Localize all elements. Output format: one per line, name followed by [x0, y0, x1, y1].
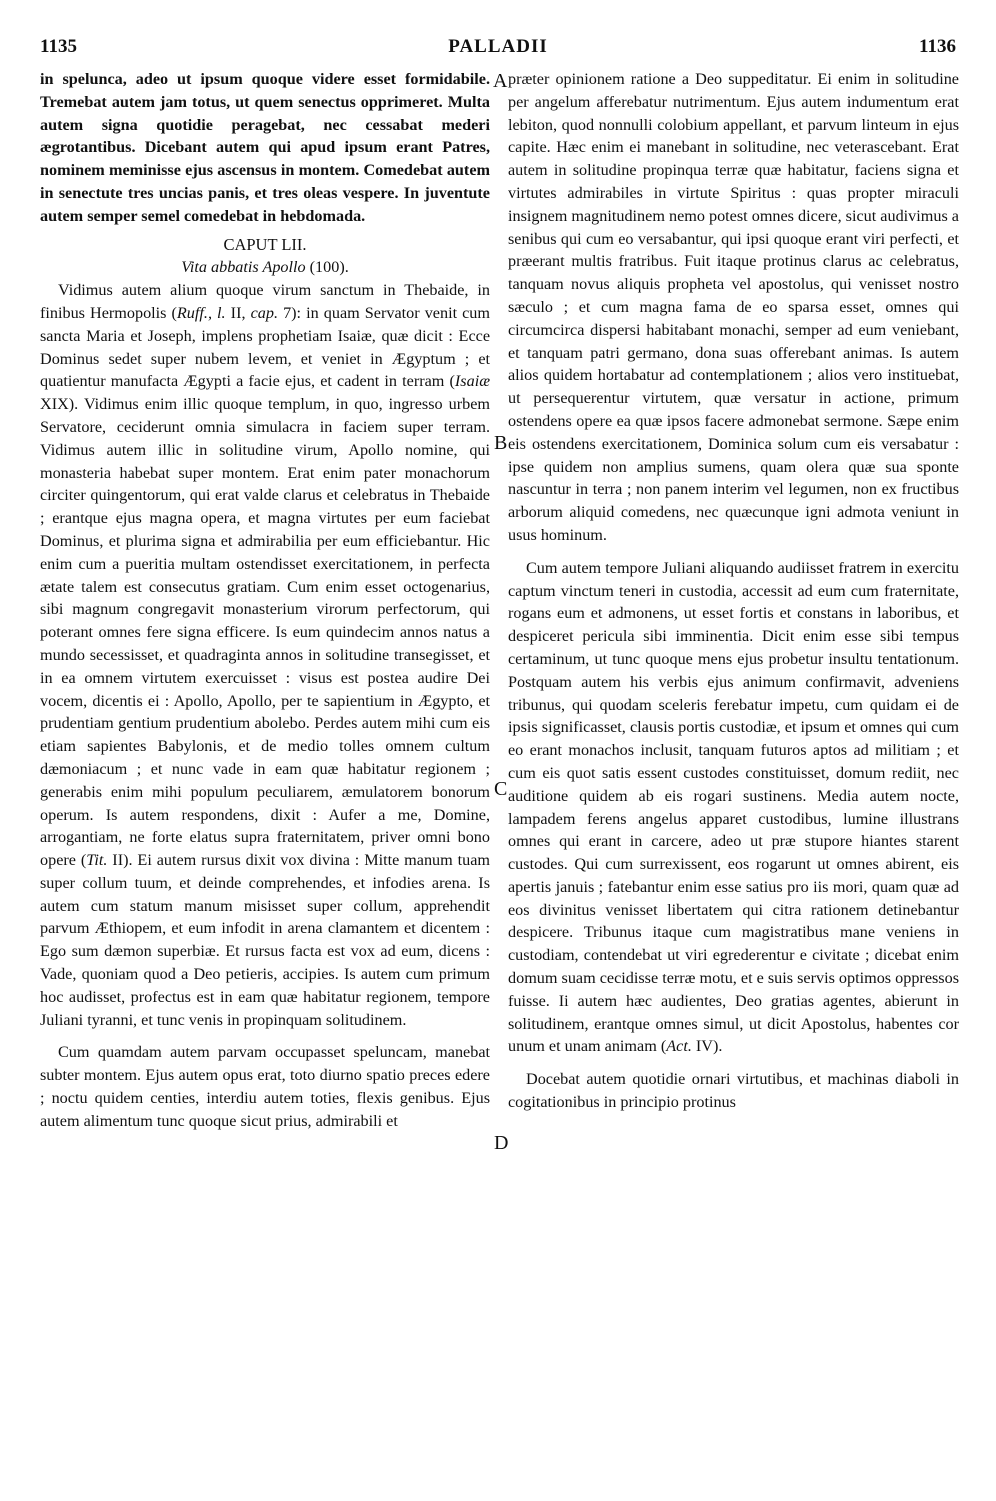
page-number-left: 1135 [40, 36, 77, 57]
subtitle-note: (100). [305, 258, 349, 277]
reference: Ruff., l. [176, 303, 226, 322]
subtitle-italic: Vita abbatis Apollo [181, 258, 306, 277]
chapter-heading: CAPUT LII. [223, 234, 307, 254]
text-span: 7): in quam Servator venit cum sancta Maria et Joseph, implens prophetiam Isaiæ, quæ dicit : Ecce Dominus sedet super nubem levem, et veniet in Ægyptum ; et quatientur manufacta Ægypti a facie ejus, et cadent in terram ( [40, 303, 490, 391]
right-column [508, 68, 959, 1114]
paragraph [40, 279, 490, 1031]
text-span: II, [225, 303, 251, 322]
page-header [40, 36, 956, 64]
reference: Act. [666, 1037, 692, 1056]
margin-letter-c: C [494, 778, 508, 800]
text-span: IV). [691, 1037, 723, 1056]
paragraph [508, 557, 959, 1059]
reference: cap. [250, 303, 278, 322]
paragraph: Cum quamdam autem parvam occupasset speluncam, manebat subter montem. Ejus autem opus erat, toto diurno spatio preces edere ; noctu quidem centies, interdiu autem toties, flexis genibus. Ejus autem alimentum tunc quoque sicut prius, admirabili et [40, 1043, 490, 1130]
paragraph: Docebat autem quotidie ornari virtutibus, et machinas diaboli in cogitationibus in principio protinus [508, 1070, 959, 1112]
paragraph: præter opinionem ratione a Deo suppeditatur. Ei enim in solitudine per angelum afferebatur nutrimentum. Ejus autem indumentum erat lebiton, quod nonnulli colobium appellant, et parvum linteum in ejus capite. Hæc enim ei manebant in solitudine, nec veterascebant. Erat autem in solitudine propinqua terræ quæ habitatur, faciens signa et virtutes admirabiles in virtute Spiritus : quas propter miraculi insignem magnitudinem nemo potest omnes dicere, sicut audivimus a senibus qui cum eo versabantur, qui ipsi quoque erant viri perfecti, et præerant multis fratribus. Fuit itaque protinus clarus ac celebratus, tanquam novus aliquis propheta vel apostolus, qui venisset nostro sæculo ; et cum magna fama de eo sparsa esset, omnes qui circumcirca dispersi habitabant monachi, semper ad eum veniebant, et tanquam patri germano, dona suas offerebant animas. Is autem alios quidem hortabatur ad contemplationem ; alios vero instituebat, ut persequerentur virtutem, quæ versatur in actione, primum ostendens opere ea quæ ipsos facere admonebat sermone. Sæpe enim eis ostendens exercitationem, Dominica solum cum eis versabatur : ipse quidem non amplius sumens, quam olera quæ sua sponte nascuntur in terra ; non panem interim vel legumen, non ex fructibus arborum aliquid comedens, nec quæcunque igni admota veniunt in usus hominum. [508, 70, 959, 544]
paragraph: in spelunca, adeo ut ipsum quoque videre esset formidabile. Tremebat autem jam totus, ut quem senectus opprimeret. Multa autem signa quotidie peragebat, nec cessabat mederi ægrotantibus. Dicebant autem qui apud ipsum erant Patres, nominem meminisse ejus ascensus in montem. Comedebat autem in senectute tres uncias panis, et tres oleas vespere. In juventute autem semper semel comedebat in hebdomada. [40, 70, 490, 225]
margin-letter-b: B [494, 432, 508, 454]
left-column [40, 68, 490, 1133]
page-number-right: 1136 [919, 36, 956, 57]
margin-letter-a: A [493, 70, 508, 92]
running-title: PALLADII [448, 36, 548, 57]
text-span: II). Ei autem rursus dixit vox divina : Mitte manum tuam super collum tuum, et deinde comprehendes, et infodies arena. Is autem cum statum manum misisset super collum, apprehendit parvum Æthiopem, et eum infodit in arena clamantem et dicentem : Ego sum dæmon superbiæ. Et rursus facta est vox ad eum, dicens : Vade, quoniam quod a Deo petieris, accipies. Is autem cum primum hoc audisset, profectus est in eam quæ habitatur regionem, tempore Juliani tyranni, et tunc venis in propinquam solitudinem. [40, 851, 490, 1029]
reference: Isaiæ [454, 372, 490, 391]
chapter-subtitle [40, 256, 490, 279]
text-span: XIX). Vidimus enim illic quoque templum, in quo, ingresso urbem Servatore, ceciderunt omnia simulacra in faciem super terram. Vidimus autem illic in solitudine virum, Apollo nomine, qui monasteria habebat super montem. Erat enim pater monachorum circiter quingentorum, qui erat valde clarus et celebratus in Thebaide ; erantque ejus magna opera, et magna virtutes per eum faciebat Dominus, et plurima signa et admirabilia per eum efficiebantur. Hic enim cum a pueritia multam ostendisset exercitationem, in perfecta ætate talem est consecutus gratiam. Cum enim esset octogenarius, sibi magnum congregavit monasterium virorum perfectorum, qui poterant omnes fere signa efficere. Is eum quindecim annos natus a mundo secessisset, et quadraginta annos in solitudine transegisset, et in ea omnem virtutem exercuisset : visus est postea audire Dei vocem, dicentis ei : Apollo, Apollo, per te sapientium in Ægypto, et prudentiam gentium prudentium abolebo. Perdes autem mihi cum eis etiam sapientes Babylonis, et de medio tolles omnem cultum dæmoniacum ; et nunc vade in eam quæ habitatur regionem ; generabis enim mihi populum peculiarem, æmulatorem bonorum operum. Is autem respondens, dixit : Aufer a me, Domine, arrogantiam, ne forte elatus supra fraternitatem, priver omni bono opere ( [40, 395, 490, 870]
text-span: Vidimus autem alium quoque virum sanctum in Thebaide, in finibus Hermopolis ( [40, 281, 490, 322]
reference: Tit. [86, 851, 108, 870]
margin-letter-d: D [494, 1132, 509, 1154]
text-span: Cum autem tempore Juliani aliquando audiisset fratrem in exercitu captum vinctum teneri in custodia, accessit ad eum cum fraternitate, rogans eum et admonens, ut esset fortis et constans in laboribus, et despiceret pericula sibi imminentia. Dicit enim esse sibi tempus certaminum, ut tunc quoque mens ejus probetur insultu tentationum. Postquam autem his verbis ejus animum confirmavit, adveniens tribunus, qui quodam sceleris ferebatur impetu, cum quidam ei de ipsis significasset, clausis portis custodiæ, et ipsum et omnes qui cum eo erant monachos inclusit, tanquam futuros aptos ad militiam ; et cum eis quot satis essent custodes constituisset, domum rediit, nec auditione quidem ab eis rogari sustinens. Media autem nocte, lampadem ferens angelus apparet custodibus, lumine illustrans omnes qui erant in carcere, adeo ut præ stupore hiantes starent custodes. Qui cum surrexissent, eos rogarunt ut omnes abirent, eis apertis januis ; fatebantur enim esse satius pro iis mori, quam quæ ad eos divinitus venisset libertatem qui citra rationem detinebantur despicere. Tribunus itaque cum magistratibus mane veniens in custodiam, contendebat ut viri egrederentur e civitate ; dicebat enim domum suam cecidisse terræ motu, et e suis servis optimos oppressos fuisse. Ii autem hæc audientes, Deo gratias agentes, abierunt in solitudinem, erantque omnes simul, ut dicit Apostolus, habentes cor unum et unam animam ( [508, 558, 959, 1056]
